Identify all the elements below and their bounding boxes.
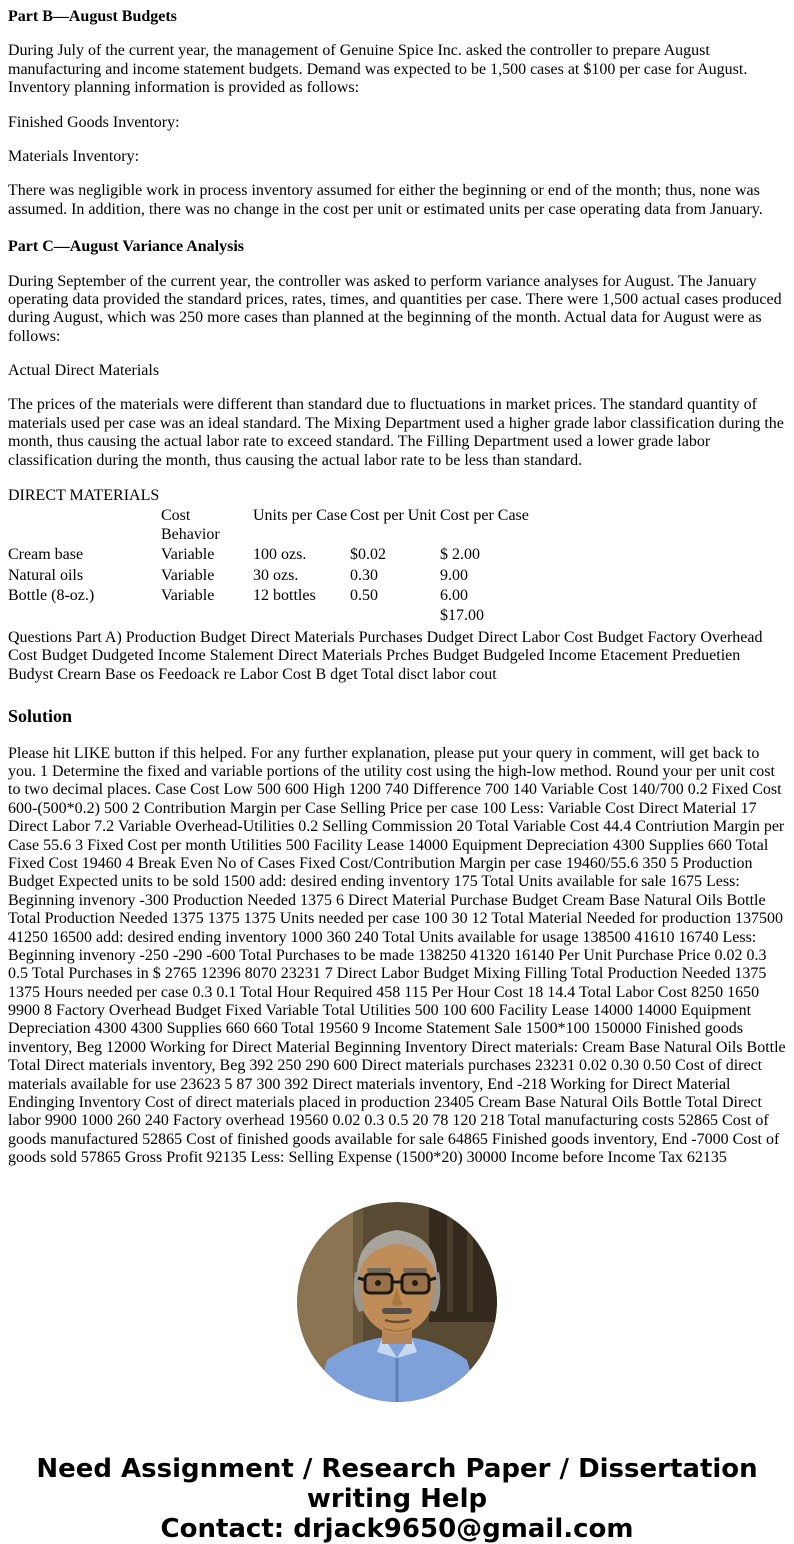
table-cell: 30 ozs. [253, 566, 299, 584]
footer-contact-email: Contact: drjack9650@gmail.com [160, 1513, 634, 1544]
table-cell [8, 606, 161, 626]
footer-banner [8, 1454, 786, 1544]
table-cell: 0.30 [350, 566, 378, 584]
table-header-cell: Cost per Case [440, 507, 529, 525]
heading-solution: Solution [8, 705, 73, 726]
paragraph-finished-goods-inventory: Finished Goods Inventory: [8, 113, 180, 131]
table-caption-row [8, 486, 531, 506]
paragraph-solution-body: Please hit LIKE button if this helped. For any further explanation, please put your query in comment, will get back to you. 1 Determine the fixed and variable portions of the utility cost using the high-low method. Round your per unit cost to two decimal places. Case Cost Low 500 600 High 1200 740 Difference 700 140 Variable Cost 140/700 0.2 Fixed Cost 600-(500*0.2) 500 2 Contribution Margin per Case Selling Price per case 100 Less: Variable Cost Direct Material 17 Direct Labor 7.2 Variable Overhead-Utilities 0.2 Selling Commission 20 Total Variable Cost 44.4 Contriution Margin per Case 55.6 3 Fixed Cost per month Utilities 500 Facility Lease 14000 Equipment Depreciation 4300 Supplies 660 Total Fixed Cost 19460 4 Break Even No of Cases Fixed Cost/Contribution Margin per case 19460/55.6 350 5 Production Budget Expected units to be sold 1500 add: desired ending inventory 175 Total Units available for sale 1675 Less: Beginning invenory -300 Production Needed 1375 6 Direct Material Purchase Budget Cream Base Natural Oils Bottle Total Production Needed 1375 1375 1375 Units needed per case 100 30 12 Total Material Needed for production 137500 41250 16500 add: desired ending inventory 1000 360 240 Total Units available for usage 138500 41610 16740 Less: Beginning invenory -250 -290 -600 Total Purchases to be made 138250 41320 16140 Per Unit Purchase Price 0.02 0.3 0.5 Total Purchases in $ 2765 12396 8070 23231 7 Direct Labor Budget Mixing Filling Total Production Needed 1375 1375 Hours needed per case 0.3 0.1 Total Hour Required 458 115 Per Hour Cost 18 14.4 Total Labor Cost 8250 1650 9900 8 Factory Overhead Budget Fixed Variable Total Utilities 500 100 600 Facility Lease 14000 14000 Equipment Depreciation 4300 4300 Supplies 660 660 Total 19560 9 Income Statement Sale 1500*100 150000 Finished goods inventory, Beg 12000 Working for Direct Material Beginning Inventory Direct materials: Cream Base Natural Oils Bottle Total Direct materials inventory, Beg 392 250 290 600 Direct materials purchases 23231 0.02 0.30 0.50 Cost of direct materials available for use 23623 5 87 300 392 Direct materials inventory, End -218 Working for Direct Material Endinging Inventory Cost of direct materials placed in production 23405 Cream Base Natural Oils Bottle Total Direct labor 9900 1000 260 240 Factory overhead 19560 0.02 0.3 0.5 20 78 120 218 Total manufacturing costs 52865 Cost of goods manufactured 52865 Cost of finished goods available for sale 64865 Finished goods inventory, End -7000 Cost of goods sold 57865 Gross Profit 92135 Less: Selling Expense (1500*20) 30000 Income before Income Tax 62135 [8, 744, 786, 1167]
paragraph-variance-intro: During September of the current year, the controller was asked to perform variance analyses for August. The January operating data provided the standard prices, rates, times, and quantities per case. There were 1,500 actual cases produced during August, which was 250 more cases than planned at the beginning of the month. Actual data for August were as follows: [8, 272, 782, 345]
paragraph-questions-list: Questions Part A) Production Budget Direct Materials Purchases Dudget Direct Labor Cost Budget Factory Overhead Cost Budget Dudgeted Income Stalement Direct Materials Prches Budget Budgeled Income Etacement Preduetien Budyst Crearn Base os Feedoack re Labor Cost B dget Total disct labor cout [8, 628, 763, 683]
table-header-cell [8, 506, 161, 545]
table-header-row [8, 506, 531, 545]
table-cell: $ 2.00 [440, 546, 480, 564]
table-cell: 12 bottles [253, 586, 316, 604]
table-cell: $17.00 [440, 607, 484, 625]
table-cell [350, 606, 440, 626]
heading-part-b: Part B—August Budgets [8, 8, 177, 25]
table-header-cell: Cost per Unit [350, 507, 437, 525]
paragraph-actual-direct-materials: Actual Direct Materials [8, 362, 160, 380]
table-cell: 6.00 [440, 586, 468, 604]
table-row [8, 606, 531, 626]
table-cell: 9.00 [440, 566, 468, 584]
table-header-cell: Units per Case [253, 507, 348, 525]
table-cell: 100 ozs. [253, 546, 307, 564]
table-cell: Cream base [8, 546, 84, 564]
table-cell: 0.50 [350, 586, 378, 604]
table-cell: Variable [161, 546, 215, 564]
table-cell [253, 606, 350, 626]
table-cell [161, 606, 253, 626]
profile-photo-illustration [297, 1202, 497, 1402]
table-cell: Variable [161, 586, 215, 604]
table-caption: DIRECT MATERIALS [8, 487, 160, 505]
paragraph-price-fluctuations: The prices of the materials were different than standard due to fluctuations in market prices. The standard quantity of materials used per case was an ideal standard. The Mixing Department used a higher grade labor classification during the month, thus causing the actual labor rate to exceed standard. The Filling Department used a lower grade labor classification during the month, thus causing the actual labor rate to be less than standard. [8, 396, 784, 469]
table-row [8, 586, 531, 606]
profile-photo [297, 1202, 497, 1402]
table-row [8, 566, 531, 586]
heading-part-c: Part C—August Variance Analysis [8, 238, 245, 256]
direct-materials-table [8, 486, 531, 627]
footer-help-text: Need Assignment / Research Paper / Dissertation writing Help [36, 1453, 758, 1514]
table-cell: Variable [161, 566, 215, 584]
table-header-cell: Cost Behavior [161, 507, 220, 543]
profile-photo-wrapper [8, 1202, 786, 1402]
table-cell: Natural oils [8, 566, 84, 584]
table-cell: $0.02 [350, 546, 386, 564]
paragraph-august-budgets-intro: During July of the current year, the management of Genuine Spice Inc. asked the controller to prepare August manufacturing and income statement budgets. Demand was expected to be 1,500 cases at $100 per case for August. Inventory planning information is provided as follows: [8, 42, 748, 97]
table-row [8, 545, 531, 565]
table-cell: Bottle (8-oz.) [8, 586, 95, 604]
paragraph-negligible-wip: There was negligible work in process inventory assumed for either the beginning or end of the month; thus, none was assumed. In addition, there was no change in the cost per unit or estimated units per case operating data from January. [8, 182, 763, 218]
paragraph-materials-inventory: Materials Inventory: [8, 147, 140, 165]
